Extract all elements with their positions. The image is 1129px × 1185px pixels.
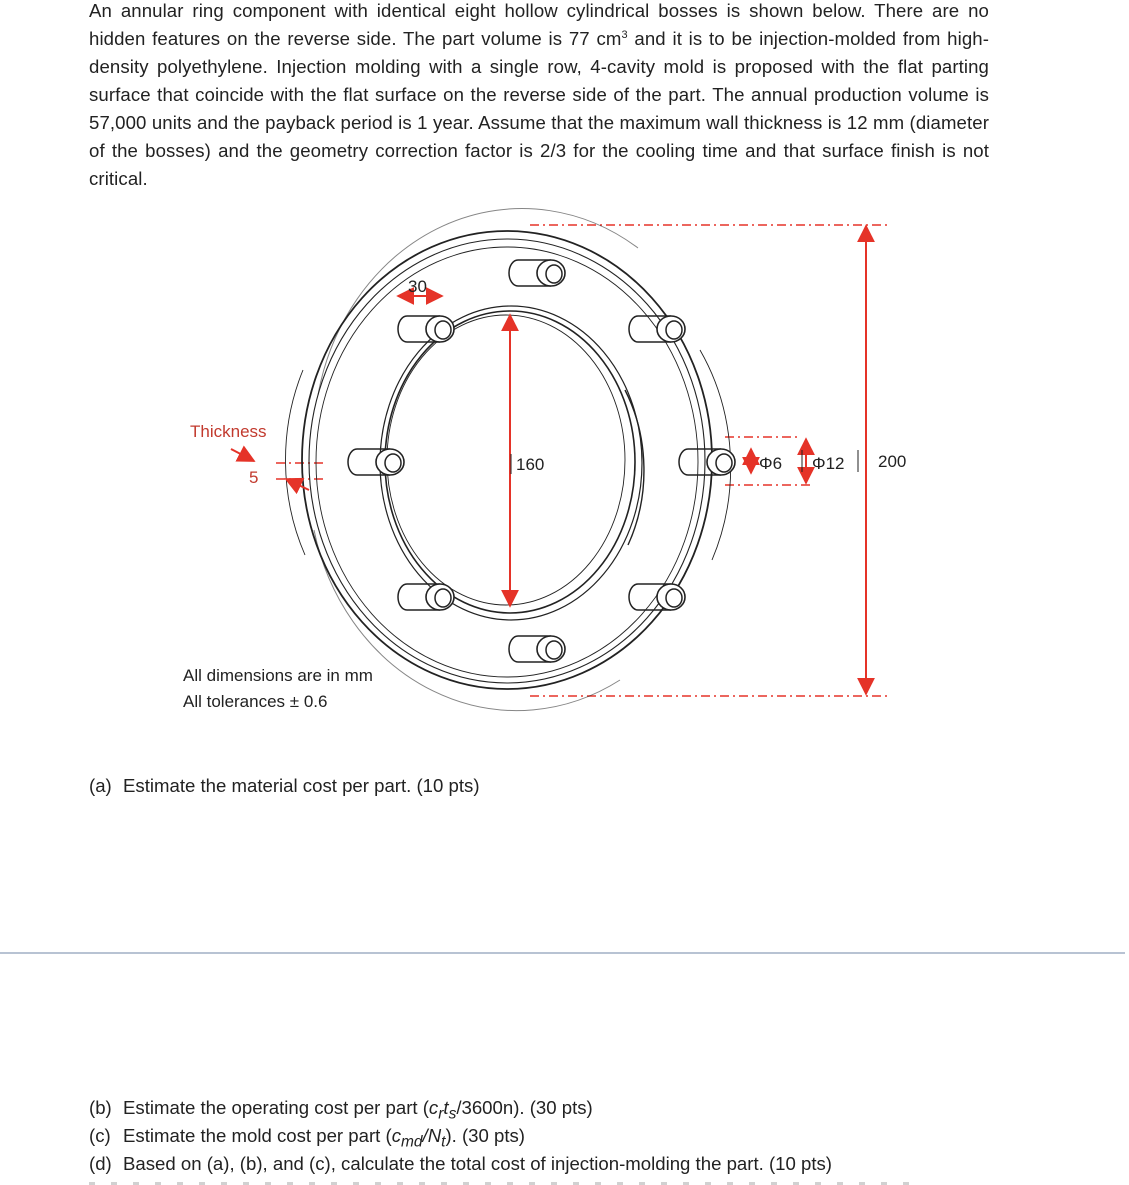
boss-lower-left [398,584,454,610]
units-note: All dimensions are in mm [183,666,373,685]
outer-ring [286,209,731,711]
question-d: (d) Based on (a), (b), and (c), calculate the total cost of injection-molding the part. (10 pts) [89,1153,832,1174]
boss-diameter-label: Φ12 [812,454,845,473]
boss-upper-left [398,316,454,342]
thickness-value: 5 [249,468,259,487]
boss-spacing-label: 30 [408,277,427,296]
page-divider [0,952,1125,954]
inner-diameter-label: 160 [516,455,545,474]
boss-top [509,260,565,286]
boss-right [679,449,735,475]
boss-upper-right [629,316,685,342]
question-c: (c) Estimate the mold cost per part $(c_{md}/N_t)$. (30 pts) [89,1125,525,1151]
tolerance-note: All tolerances ± 0.6 [183,692,328,711]
thickness-arrow-top [231,449,254,461]
question-b: (b) Estimate the operating cost per part $(c_rt_s/3600n)$. (30 pts) [89,1097,593,1123]
extension-lines [276,225,890,696]
thickness-arrow-bottom [286,479,309,490]
hole-diameter-label: Φ6 [759,454,783,473]
problem-statement: An annular ring component with identical eight hollow cylindrical bosses is shown below. There are no hidden features on the reverse side. The part volume is 77 $cm^3$ and it is to be injection-molded from high-density polyethylene. Injection molding with a single row, 4-cavity mold is proposed with the flat parting surface that coincide with the flat surface on the reverse side of the part. The annual production volume is 57,000 units and the payback period is 1 year. Assume that the maximum wall thickness is 12 mm (diameter of the bosses) and the geometry correction factor is 2/3 for the cooling time and that surface finish is not critical. [89,0,989,189]
boss-bottom [509,636,565,662]
question-a: (a) Estimate the material cost per part. (10 pts) [89,775,480,796]
outer-diameter-label: 200 [878,452,907,471]
thickness-label: Thickness [190,422,267,441]
boss-left [348,449,404,475]
